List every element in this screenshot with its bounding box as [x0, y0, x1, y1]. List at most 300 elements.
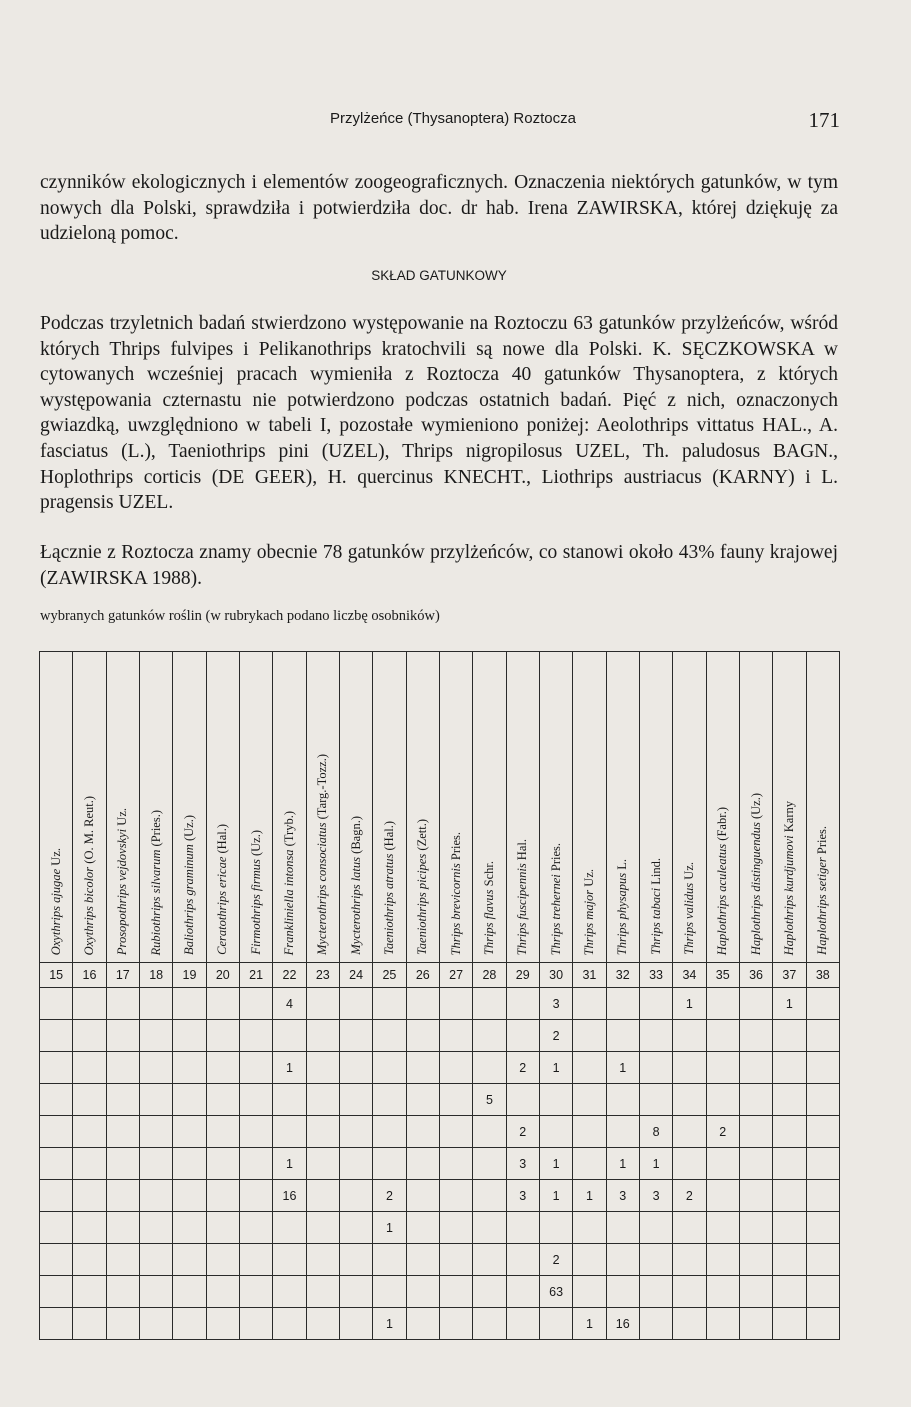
species-header-cell	[639, 652, 672, 963]
table-cell: 3	[506, 1180, 539, 1212]
table-cell	[106, 1116, 139, 1148]
species-header-cell	[73, 652, 106, 963]
table-cell	[73, 1084, 106, 1116]
table-cell	[373, 1084, 406, 1116]
table-cell	[673, 1308, 706, 1340]
species-name: Haplothrips setiger	[815, 857, 830, 955]
table-cell	[339, 1276, 372, 1308]
table-cell	[106, 988, 139, 1020]
table-cell	[606, 1020, 639, 1052]
table-cell	[539, 1308, 572, 1340]
table-cell	[339, 988, 372, 1020]
table-cell	[206, 1212, 239, 1244]
table-cell	[239, 1276, 272, 1308]
species-name: Frankliniella intonsa	[281, 849, 296, 955]
table-cell	[673, 1020, 706, 1052]
table-cell: 1	[573, 1180, 606, 1212]
table-cell: 16	[606, 1308, 639, 1340]
species-author: (Hal.)	[381, 821, 396, 854]
species-label	[749, 787, 764, 959]
species-name: Ceratothrips ericae	[215, 856, 230, 955]
table-cell	[306, 1180, 339, 1212]
table-cell	[473, 1276, 506, 1308]
table-cell	[473, 1244, 506, 1276]
table-cell	[173, 1020, 206, 1052]
table-cell	[573, 1212, 606, 1244]
table-cell	[573, 1020, 606, 1052]
table-cell	[573, 988, 606, 1020]
species-author: Pries.	[448, 831, 463, 863]
table-cell	[439, 1020, 472, 1052]
table-cell	[106, 1212, 139, 1244]
table-cell: 2	[673, 1180, 706, 1212]
species-label	[382, 815, 397, 959]
table-cell	[206, 1308, 239, 1340]
table-cell	[40, 988, 73, 1020]
table-cell: 1	[273, 1052, 306, 1084]
species-author: (Uz.)	[248, 830, 263, 860]
table-cell	[573, 1244, 606, 1276]
table-cell	[173, 988, 206, 1020]
table-cell: 2	[539, 1020, 572, 1052]
column-number: 28	[473, 963, 506, 988]
table-cell	[639, 1020, 672, 1052]
table-cell	[73, 1212, 106, 1244]
table-cell: 2	[373, 1180, 406, 1212]
species-author: L.	[615, 858, 630, 873]
table-cell	[273, 1084, 306, 1116]
species-author: (Bagn.)	[348, 816, 363, 858]
species-label	[449, 826, 464, 960]
table-cell	[739, 1020, 772, 1052]
species-label	[649, 852, 664, 959]
table-cell	[173, 1084, 206, 1116]
table-cell	[673, 1276, 706, 1308]
table-cell: 2	[539, 1244, 572, 1276]
table-cell	[239, 1212, 272, 1244]
table-cell	[373, 1020, 406, 1052]
table-cell	[673, 1148, 706, 1180]
table-cell	[139, 1116, 172, 1148]
table-cell	[206, 1180, 239, 1212]
species-name: Thrips major	[581, 889, 596, 955]
table-cell	[773, 1276, 806, 1308]
species-label	[482, 855, 497, 959]
species-header-cell	[539, 652, 572, 963]
species-author: (Zett.)	[415, 818, 430, 854]
table-cell	[306, 1084, 339, 1116]
table-cell	[339, 1180, 372, 1212]
table-cell	[439, 1276, 472, 1308]
table-cell	[773, 1148, 806, 1180]
species-header-cell	[239, 652, 272, 963]
table-cell	[739, 988, 772, 1020]
column-number: 29	[506, 963, 539, 988]
species-label	[782, 795, 797, 959]
table-cell	[106, 1020, 139, 1052]
table-cell	[673, 1084, 706, 1116]
species-label	[182, 809, 197, 959]
table-cell	[106, 1148, 139, 1180]
paragraph-summary: Łącznie z Roztocza znamy obecnie 78 gatunków przylżeńców, co stanowi około 43% fauny krajowej (ZAWIRSKA 1988).	[40, 542, 838, 589]
table-cell	[173, 1212, 206, 1244]
table-row	[40, 1084, 840, 1116]
species-header-cell	[373, 652, 406, 963]
table-cell	[373, 1052, 406, 1084]
species-header-row	[40, 652, 840, 963]
table-cell: 3	[506, 1148, 539, 1180]
species-header-cell	[439, 652, 472, 963]
table-cell	[139, 1180, 172, 1212]
column-number: 23	[306, 963, 339, 988]
table-cell	[639, 1276, 672, 1308]
table-cell	[806, 1052, 839, 1084]
table-cell	[639, 1308, 672, 1340]
table-cell	[206, 1148, 239, 1180]
species-name: Haplothrips kurdjumovi	[781, 834, 796, 955]
species-label	[149, 804, 164, 960]
species-label	[349, 810, 364, 959]
column-number: 20	[206, 963, 239, 988]
table-cell	[273, 1116, 306, 1148]
table-cell: 5	[473, 1084, 506, 1116]
table-cell	[173, 1308, 206, 1340]
species-name: Mycterothrips consociatus	[315, 822, 330, 955]
table-cell	[40, 1308, 73, 1340]
species-name: Taeniothrips atratus	[381, 853, 396, 955]
species-author: Pries.	[815, 826, 830, 858]
column-number: 36	[739, 963, 772, 988]
table-row	[40, 988, 840, 1020]
table-cell	[73, 1052, 106, 1084]
table-cell	[506, 1276, 539, 1308]
table-cell	[406, 1148, 439, 1180]
table-cell	[206, 1052, 239, 1084]
table-cell	[773, 1212, 806, 1244]
table-cell	[806, 1084, 839, 1116]
table-cell	[406, 1212, 439, 1244]
table-row	[40, 1212, 840, 1244]
table-cell	[273, 1212, 306, 1244]
species-name: Rubiothrips silvarum	[148, 849, 163, 955]
table-cell	[373, 1148, 406, 1180]
table-cell	[739, 1212, 772, 1244]
table-cell	[139, 988, 172, 1020]
table-cell: 1	[673, 988, 706, 1020]
species-name: Haplothrips distinguendus	[748, 822, 763, 955]
table-cell	[306, 1308, 339, 1340]
column-number: 34	[673, 963, 706, 988]
table-cell	[40, 1148, 73, 1180]
table-cell	[406, 988, 439, 1020]
table-cell: 1	[539, 1180, 572, 1212]
column-number: 19	[173, 963, 206, 988]
species-author: (O. M. Reut.)	[81, 795, 96, 867]
species-header-cell	[773, 652, 806, 963]
table-cell	[439, 988, 472, 1020]
table-cell	[73, 988, 106, 1020]
column-number: 16	[73, 963, 106, 988]
column-number: 30	[539, 963, 572, 988]
table-row	[40, 1180, 840, 1212]
table-row	[40, 1276, 840, 1308]
table-cell	[139, 1084, 172, 1116]
table-cell	[806, 1020, 839, 1052]
species-header-cell	[406, 652, 439, 963]
table-cell	[273, 1308, 306, 1340]
table-cell	[206, 1276, 239, 1308]
table-cell	[639, 988, 672, 1020]
table-cell: 1	[639, 1148, 672, 1180]
table-cell	[639, 1212, 672, 1244]
species-name: Oxythrips ajugae	[48, 868, 63, 955]
table-cell	[739, 1276, 772, 1308]
table-cell	[273, 1244, 306, 1276]
species-author: Pries.	[548, 842, 563, 874]
species-name: Thrips fuscipennis	[515, 862, 530, 955]
species-header-cell	[273, 652, 306, 963]
table-cell	[339, 1244, 372, 1276]
table-cell	[806, 1180, 839, 1212]
species-label	[215, 818, 230, 959]
table-cell	[806, 988, 839, 1020]
table-cell	[40, 1276, 73, 1308]
species-label	[715, 801, 730, 959]
column-number: 27	[439, 963, 472, 988]
table-cell	[40, 1180, 73, 1212]
table-cell	[439, 1244, 472, 1276]
table-cell: 1	[606, 1148, 639, 1180]
table-cell	[173, 1276, 206, 1308]
table-cell	[206, 1084, 239, 1116]
species-header-cell	[706, 652, 739, 963]
species-author: (Tryb.)	[281, 810, 296, 850]
table-cell	[406, 1084, 439, 1116]
table-cell	[706, 1148, 739, 1180]
table-cell	[239, 1020, 272, 1052]
table-cell	[406, 1308, 439, 1340]
table-cell	[306, 1052, 339, 1084]
table-cell	[639, 1244, 672, 1276]
column-number: 38	[806, 963, 839, 988]
species-header-cell	[606, 652, 639, 963]
species-author: (Uz.)	[748, 792, 763, 822]
species-name: Oxythrips bicolor	[81, 866, 96, 955]
column-number: 33	[639, 963, 672, 988]
table-cell	[739, 1308, 772, 1340]
table-cell	[306, 1244, 339, 1276]
table-cell	[639, 1084, 672, 1116]
species-label	[815, 820, 830, 959]
table-cell	[273, 1020, 306, 1052]
species-header-cell	[306, 652, 339, 963]
table-cell	[73, 1276, 106, 1308]
table-cell: 8	[639, 1116, 672, 1148]
table-cell: 16	[273, 1180, 306, 1212]
table-cell	[173, 1052, 206, 1084]
species-header-cell	[739, 652, 772, 963]
table-cell	[573, 1148, 606, 1180]
table-row	[40, 1148, 840, 1180]
table-cell	[606, 1276, 639, 1308]
table-cell	[473, 1116, 506, 1148]
table-cell	[706, 1308, 739, 1340]
table-cell	[339, 1020, 372, 1052]
table-cell: 1	[606, 1052, 639, 1084]
table-cell: 1	[573, 1308, 606, 1340]
table-cell	[339, 1308, 372, 1340]
table-cell	[773, 1180, 806, 1212]
table-cell: 1	[373, 1212, 406, 1244]
table-cell	[706, 988, 739, 1020]
table-cell	[239, 1148, 272, 1180]
column-number: 32	[606, 963, 639, 988]
table-cell	[606, 1116, 639, 1148]
species-header-cell	[206, 652, 239, 963]
species-label	[249, 824, 264, 959]
species-name: Taeniothrips picipes	[415, 853, 430, 955]
table-caption: wybranych gatunków roślin (w rubrykach podano liczbę osobników)	[40, 608, 440, 624]
species-header-cell	[40, 652, 73, 963]
table-cell	[406, 1020, 439, 1052]
table-cell	[306, 1148, 339, 1180]
table-cell	[73, 1308, 106, 1340]
table-cell	[239, 1052, 272, 1084]
table-cell	[40, 1244, 73, 1276]
table-cell	[306, 988, 339, 1020]
species-name: Mycterothrips latus	[348, 857, 363, 955]
table-cell	[606, 1084, 639, 1116]
table-cell	[40, 1052, 73, 1084]
table-cell	[106, 1052, 139, 1084]
table-cell	[573, 1084, 606, 1116]
table-cell: 3	[539, 988, 572, 1020]
table-cell	[506, 1308, 539, 1340]
table-cell	[139, 1052, 172, 1084]
table-cell	[339, 1084, 372, 1116]
table-cell	[40, 1020, 73, 1052]
table-cell	[139, 1020, 172, 1052]
table-cell	[673, 1052, 706, 1084]
table-cell	[506, 988, 539, 1020]
table-cell	[206, 988, 239, 1020]
table-row	[40, 1020, 840, 1052]
species-label	[515, 833, 530, 959]
table-cell	[806, 1148, 839, 1180]
table-cell: 2	[706, 1116, 739, 1148]
section-heading: SKŁAD GATUNKOWY	[371, 268, 507, 283]
table-cell	[439, 1212, 472, 1244]
table-cell	[706, 1212, 739, 1244]
species-author: (Fabr.)	[715, 806, 730, 844]
table-cell	[706, 1084, 739, 1116]
table-cell	[373, 1116, 406, 1148]
running-title: Przylżeńce (Thysanoptera) Roztocza	[330, 110, 576, 127]
table-cell: 1	[373, 1308, 406, 1340]
table-cell	[406, 1276, 439, 1308]
species-header-cell	[506, 652, 539, 963]
table-cell	[773, 1020, 806, 1052]
species-label	[615, 853, 630, 959]
table-row	[40, 1308, 840, 1340]
species-name: Prosopothrips vejdovskyi	[115, 828, 130, 955]
table-cell	[439, 1052, 472, 1084]
table-cell	[473, 988, 506, 1020]
table-cell	[139, 1276, 172, 1308]
table-cell	[106, 1244, 139, 1276]
species-label	[415, 813, 430, 959]
table-cell	[306, 1276, 339, 1308]
table-cell	[573, 1276, 606, 1308]
table-cell	[773, 1052, 806, 1084]
species-author: (Pries.)	[148, 809, 163, 850]
table-cell	[539, 1116, 572, 1148]
table-cell	[739, 1052, 772, 1084]
table-cell	[106, 1180, 139, 1212]
table-row	[40, 1244, 840, 1276]
species-name: Thrips tabaci	[648, 887, 663, 955]
table-cell	[139, 1308, 172, 1340]
table-cell	[773, 1308, 806, 1340]
species-header-cell	[339, 652, 372, 963]
table-cell	[806, 1212, 839, 1244]
table-cell	[439, 1308, 472, 1340]
table-cell	[106, 1084, 139, 1116]
table-cell	[806, 1116, 839, 1148]
table-cell	[173, 1148, 206, 1180]
species-label	[82, 790, 97, 959]
table-cell	[473, 1020, 506, 1052]
column-number: 18	[139, 963, 172, 988]
column-number: 15	[40, 963, 73, 988]
species-label	[682, 856, 697, 959]
table-cell	[139, 1148, 172, 1180]
species-label	[582, 863, 597, 959]
table-cell	[439, 1180, 472, 1212]
species-header-cell	[806, 652, 839, 963]
column-number: 24	[339, 963, 372, 988]
table-cell	[473, 1052, 506, 1084]
column-number: 37	[773, 963, 806, 988]
table-cell	[239, 1180, 272, 1212]
table-cell: 2	[506, 1116, 539, 1148]
column-number: 25	[373, 963, 406, 988]
column-number: 22	[273, 963, 306, 988]
table-cell	[239, 988, 272, 1020]
table-cell	[639, 1052, 672, 1084]
species-label	[282, 805, 297, 959]
table-cell	[239, 1244, 272, 1276]
page-number: 171	[808, 108, 840, 132]
table-cell	[673, 1116, 706, 1148]
table-cell	[606, 1244, 639, 1276]
species-author: Hal.	[515, 838, 530, 863]
species-author: (Uz.)	[181, 815, 196, 845]
species-author: Uz.	[115, 807, 130, 829]
table-cell	[40, 1116, 73, 1148]
table-cell: 2	[506, 1052, 539, 1084]
table-cell	[206, 1244, 239, 1276]
species-name: Haplothrips aculeatus	[715, 843, 730, 955]
table-cell	[473, 1308, 506, 1340]
table-cell	[73, 1116, 106, 1148]
table-cell	[73, 1148, 106, 1180]
column-number-row	[40, 963, 840, 988]
table-cell: 4	[273, 988, 306, 1020]
table-cell	[439, 1148, 472, 1180]
table-cell	[706, 1052, 739, 1084]
table-cell	[473, 1180, 506, 1212]
